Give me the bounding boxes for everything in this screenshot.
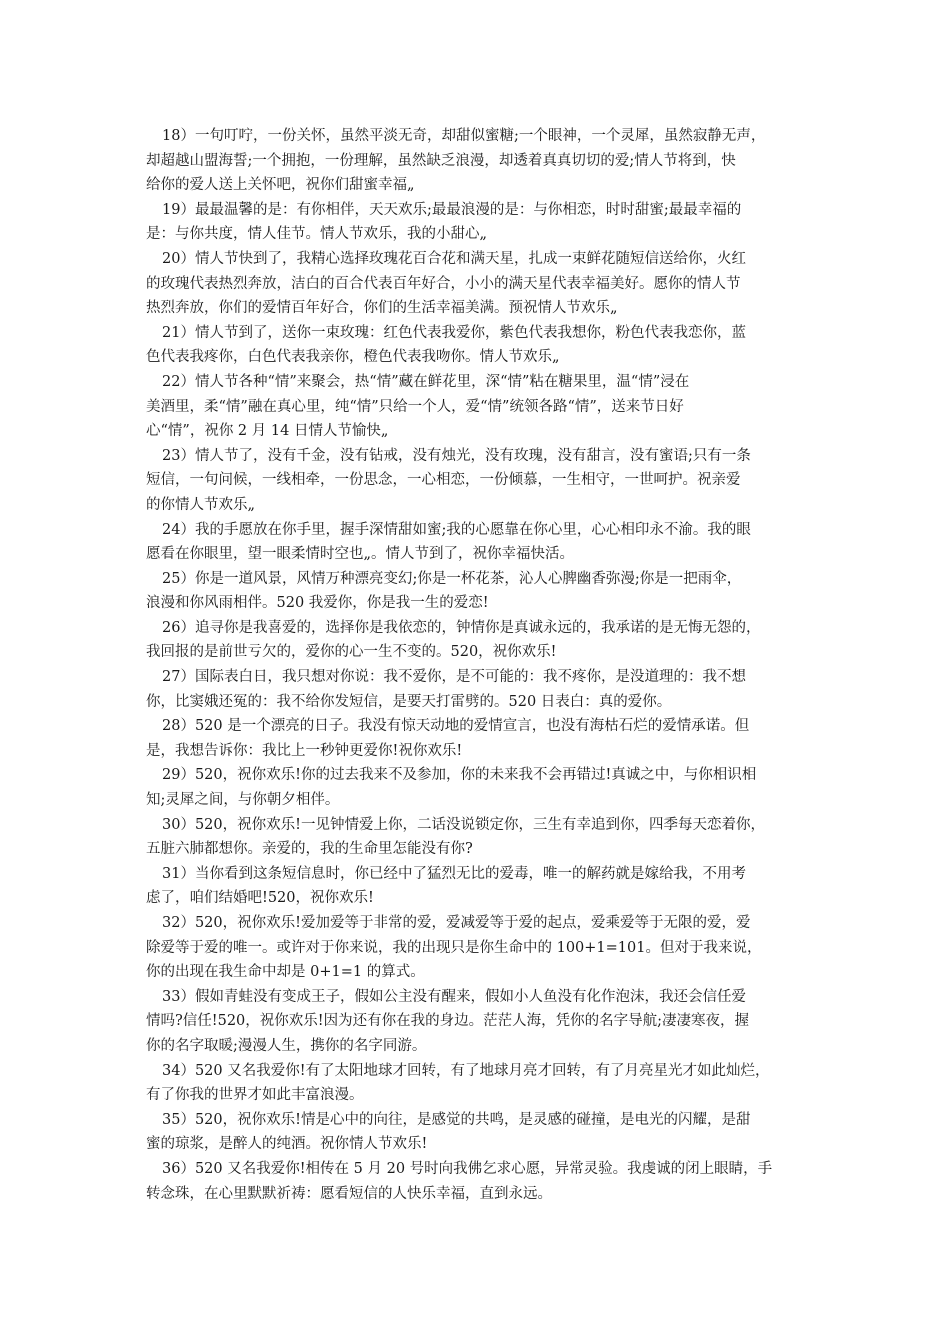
message-entry-23 xyxy=(146,444,806,518)
message-line: 34）520 又名我爱你!有了太阳地球才回转，有了地球月亮才回转，有了月亮星光才如此灿烂， xyxy=(162,1062,770,1079)
message-line: 知;灵犀之间，与你朝夕相伴。 xyxy=(146,792,340,809)
message-entry-32 xyxy=(146,911,806,985)
message-line: 20）情人节快到了，我精心选择玫瑰花百合花和满天星，扎成一束鲜花随短信送给你，火红 xyxy=(162,250,746,267)
message-line: 色代表我疼你，白色代表我亲你，橙色代表我吻你。情人节欢乐„ xyxy=(146,349,560,366)
message-line: 25）你是一道风景，风情万种漂亮变幻;你是一杯花茶，沁人心脾幽香弥漫;你是一把雨伞， xyxy=(162,570,742,587)
message-line: 30）520，祝你欢乐!一见钟情爱上你，二话没说锁定你，三生有幸追到你，四季每天恋着你， xyxy=(162,816,765,833)
message-entry-29 xyxy=(146,763,806,812)
message-line: 24）我的手愿放在你手里，握手深情甜如蜜;我的心愿靠在你心里，心心相印永不渝。我的眼 xyxy=(162,521,751,538)
message-entry-20 xyxy=(146,247,806,321)
message-line: 35）520，祝你欢乐!情是心中的向往，是感觉的共鸣，是灵感的碰撞，是电光的闪耀，是甜 xyxy=(162,1111,751,1128)
message-line: 18）一句叮咛，一份关怀，虽然平淡无奇，却甜似蜜糖;一个眼神，一个灵犀，虽然寂静无声， xyxy=(162,128,766,144)
message-line: 27）国际表白日，我只想对你说：我不爱你，是不可能的：我不疼你，是没道理的：我不想 xyxy=(162,669,746,686)
message-entry-21 xyxy=(146,321,806,370)
message-line: 19）最最温馨的是：有你相伴，天天欢乐;最最浪漫的是：与你相恋，时时甜蜜;最最幸福的 xyxy=(162,201,742,218)
message-line: 你的名字取暖;漫漫人生，携你的名字同游。 xyxy=(146,1037,427,1054)
message-entry-30 xyxy=(146,813,806,862)
message-entry-36 xyxy=(146,1157,806,1206)
message-line: 是：与你共度，情人佳节。情人节欢乐，我的小甜心„ xyxy=(146,226,488,243)
message-line: 除爱等于爱的唯一。或许对于你来说，我的出现只是你生命中的 100+1=101。但对于我来说， xyxy=(146,939,762,956)
message-entry-31 xyxy=(146,862,806,911)
message-entry-28 xyxy=(146,714,806,763)
message-line: 五脏六肺都想你。亲爱的，我的生命里怎能没有你? xyxy=(146,841,473,858)
message-line: 26）追寻你是我喜爱的，选择你是我依恋的，钟情你是真诚永远的，我承诺的是无悔无怨的， xyxy=(162,619,761,636)
message-line: 转念珠，在心里默默祈祷：愿看短信的人快乐幸福，直到永远。 xyxy=(146,1185,552,1202)
message-line: 28）520 是一个漂亮的日子。我没有惊天动地的爱情宣言，也没有海枯石烂的爱情承诺。但 xyxy=(162,718,750,735)
message-line: 你，比窦娥还冤的：我不给你发短信，是要天打雷劈的。520 日表白：真的爱你。 xyxy=(146,693,672,710)
message-line: 22）情人节各种“情”来聚会，热“情”藏在鲜花里，深“情”粘在糖果里，温“情”浸在 xyxy=(162,373,690,390)
message-line: 32）520，祝你欢乐!爱加爱等于非常的爱，爱减爱等于爱的起点，爱乘爱等于无限的爱，爱 xyxy=(162,915,751,931)
message-line: 心“情”，祝你 2 月 14 日情人节愉快„ xyxy=(146,423,389,440)
message-line: 23）情人节了，没有千金，没有钻戒，没有烛光，没有玫瑰，没有甜言，没有蜜语;只有一条 xyxy=(162,447,751,464)
message-entry-24 xyxy=(146,518,806,567)
message-line: 蜜的琼浆，是醉人的纯酒。祝你情人节欢乐! xyxy=(146,1136,428,1153)
message-entry-22 xyxy=(146,370,806,444)
message-entry-25 xyxy=(146,567,806,616)
message-line: 虑了，咱们结婚吧!520，祝你欢乐! xyxy=(146,890,374,907)
message-line: 有了你我的世界才如此丰富浪漫。 xyxy=(146,1087,364,1104)
message-line: 36）520 又名我爱你!相传在 5 月 20 号时向我佛乞求心愿，异常灵验。我虔诚的闭上眼睛，手 xyxy=(162,1160,773,1177)
message-line: 浪漫和你风雨相伴。520 我爱你，你是我一生的爱恋! xyxy=(146,595,489,612)
message-line: 却超越山盟海誓;一个拥抱，一份理解，虽然缺乏浪漫，却透着真真切切的爱;情人节将到，快 xyxy=(146,152,736,169)
message-entry-35 xyxy=(146,1108,806,1157)
message-entry-27 xyxy=(146,665,806,714)
message-entry-34 xyxy=(146,1059,806,1108)
message-line: 你的出现在我生命中却是 0+1=1 的算式。 xyxy=(146,964,425,981)
message-line: 29）520，祝你欢乐!你的过去我来不及参加，你的未来我不会再错过!真诚之中，与你相识相 xyxy=(162,767,757,784)
message-line: 31）当你看到这条短信息时，你已经中了猛烈无比的爱毒，唯一的解药就是嫁给我，不用考 xyxy=(162,865,746,882)
message-line: 的你情人节欢乐„ xyxy=(146,496,256,513)
document-body xyxy=(146,124,806,1206)
message-line: 的玫瑰代表热烈奔放，洁白的百合代表百年好合，小小的满天星代表幸福美好。愿你的情人节 xyxy=(146,275,741,292)
message-line: 热烈奔放，你们的爱情百年好合，你们的生活幸福美满。预祝情人节欢乐„ xyxy=(146,300,618,317)
message-line: 情吗?信任!520，祝你欢乐!因为还有你在我的身边。茫茫人海，凭你的名字导航;凄凄寒夜，握 xyxy=(146,1013,749,1030)
message-line: 是，我想告诉你：我比上一秒钟更爱你!祝你欢乐! xyxy=(146,742,463,759)
message-entry-19 xyxy=(146,198,806,247)
message-entry-18 xyxy=(146,124,806,198)
message-line: 美酒里，柔“情”融在真心里，纯“情”只给一个人，爱“情”统领各路“情”，送来节日好 xyxy=(146,398,684,415)
message-line: 给你的爱人送上关怀吧，祝你们甜蜜幸福„ xyxy=(146,177,415,194)
message-entry-26 xyxy=(146,616,806,665)
message-line: 33）假如青蛙没有变成王子，假如公主没有醒来，假如小人鱼没有化作泡沫，我还会信任爱 xyxy=(162,988,746,1005)
message-line: 短信，一句问候，一线相牵，一份思念，一心相恋，一份倾慕，一生相守，一世呵护。祝亲爱 xyxy=(146,472,741,489)
message-line: 21）情人节到了，送你一束玫瑰：红色代表我爱你，紫色代表我想你，粉色代表我恋你，蓝 xyxy=(162,324,746,341)
message-entry-33 xyxy=(146,985,806,1059)
message-line: 我回报的是前世亏欠的，爱你的心一生不变的。520，祝你欢乐! xyxy=(146,644,557,661)
message-line: 愿看在你眼里，望一眼柔情时空也„。情人节到了，祝你幸福快活。 xyxy=(146,546,575,563)
